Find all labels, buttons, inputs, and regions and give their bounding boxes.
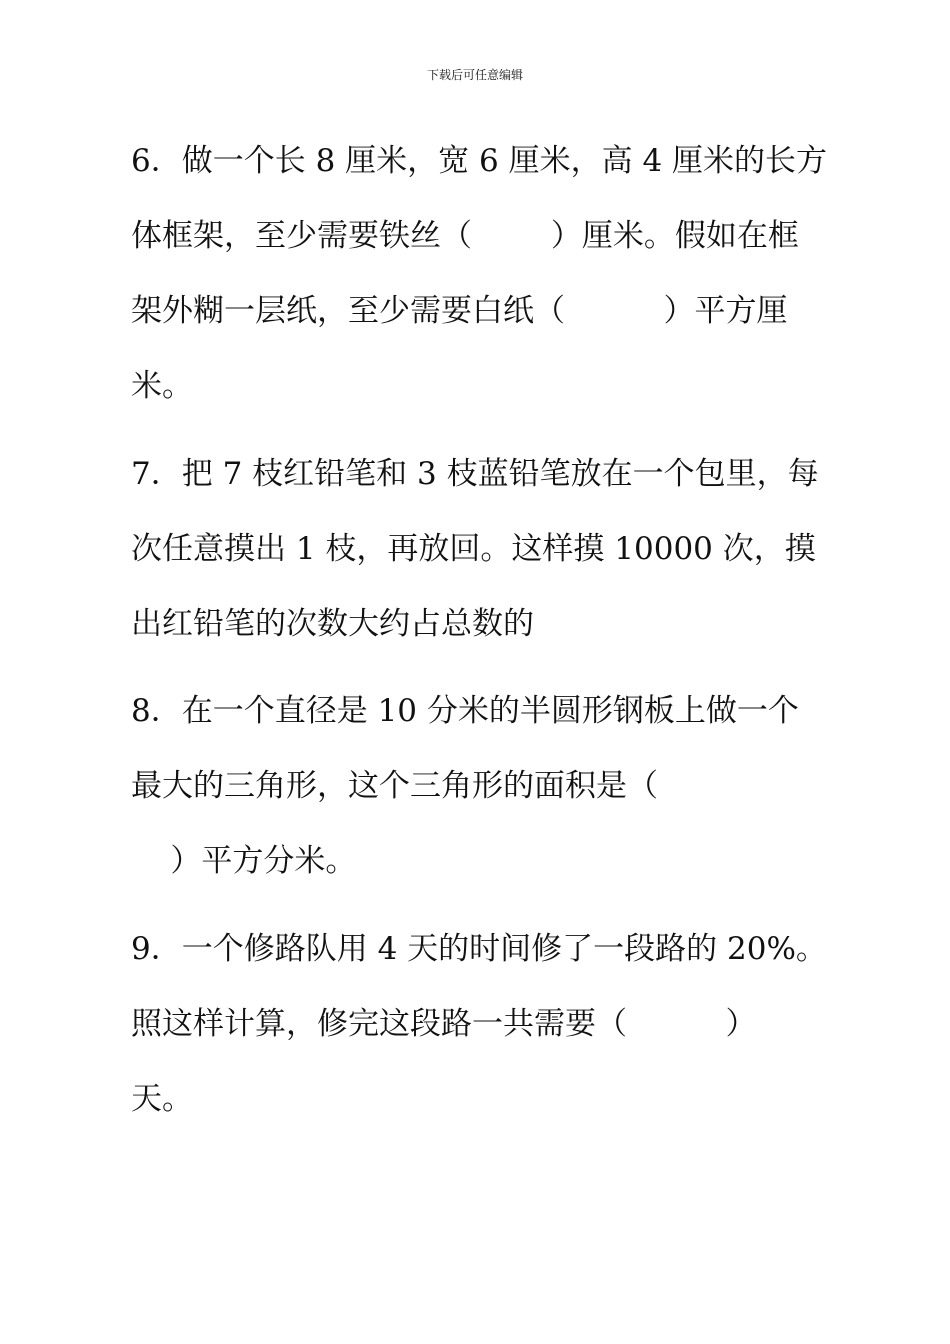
question-8-line-3: ）平方分米。 <box>131 843 357 879</box>
question-6-line-2: 体框架，至少需要铁丝（ ）厘米。假如在框 <box>131 218 799 254</box>
question-9-line-3: 天。 <box>131 1081 193 1117</box>
question-7-line-3: 出红铅笔的次数大约占总数的 <box>131 606 534 642</box>
question-8-line-2: 最大的三角形，这个三角形的面积是（ <box>131 768 658 804</box>
question-7-line-2: 次任意摸出 1 枝，再放回。这样摸 10000 次，摸 <box>131 531 816 567</box>
question-8-line-1: 8．在一个直径是 10 分米的半圆形钢板上做一个 <box>131 693 799 729</box>
question-9-line-2: 照这样计算，修完这段路一共需要（ ） <box>131 1006 757 1042</box>
page-header: 下载后可任意编辑 <box>426 68 523 82</box>
question-6-line-4: 米。 <box>131 368 193 404</box>
question-6-line-3: 架外糊一层纸，至少需要白纸（ ）平方厘 <box>131 293 788 329</box>
question-9-line-1: 9．一个修路队用 4 天的时间修了一段路的 20%。 <box>131 931 827 967</box>
question-6-line-1: 6．做一个长 8 厘米，宽 6 厘米，高 4 厘米的长方 <box>131 143 828 179</box>
question-7-line-1: 7．把 7 枝红铅笔和 3 枝蓝铅笔放在一个包里，每 <box>131 456 819 492</box>
